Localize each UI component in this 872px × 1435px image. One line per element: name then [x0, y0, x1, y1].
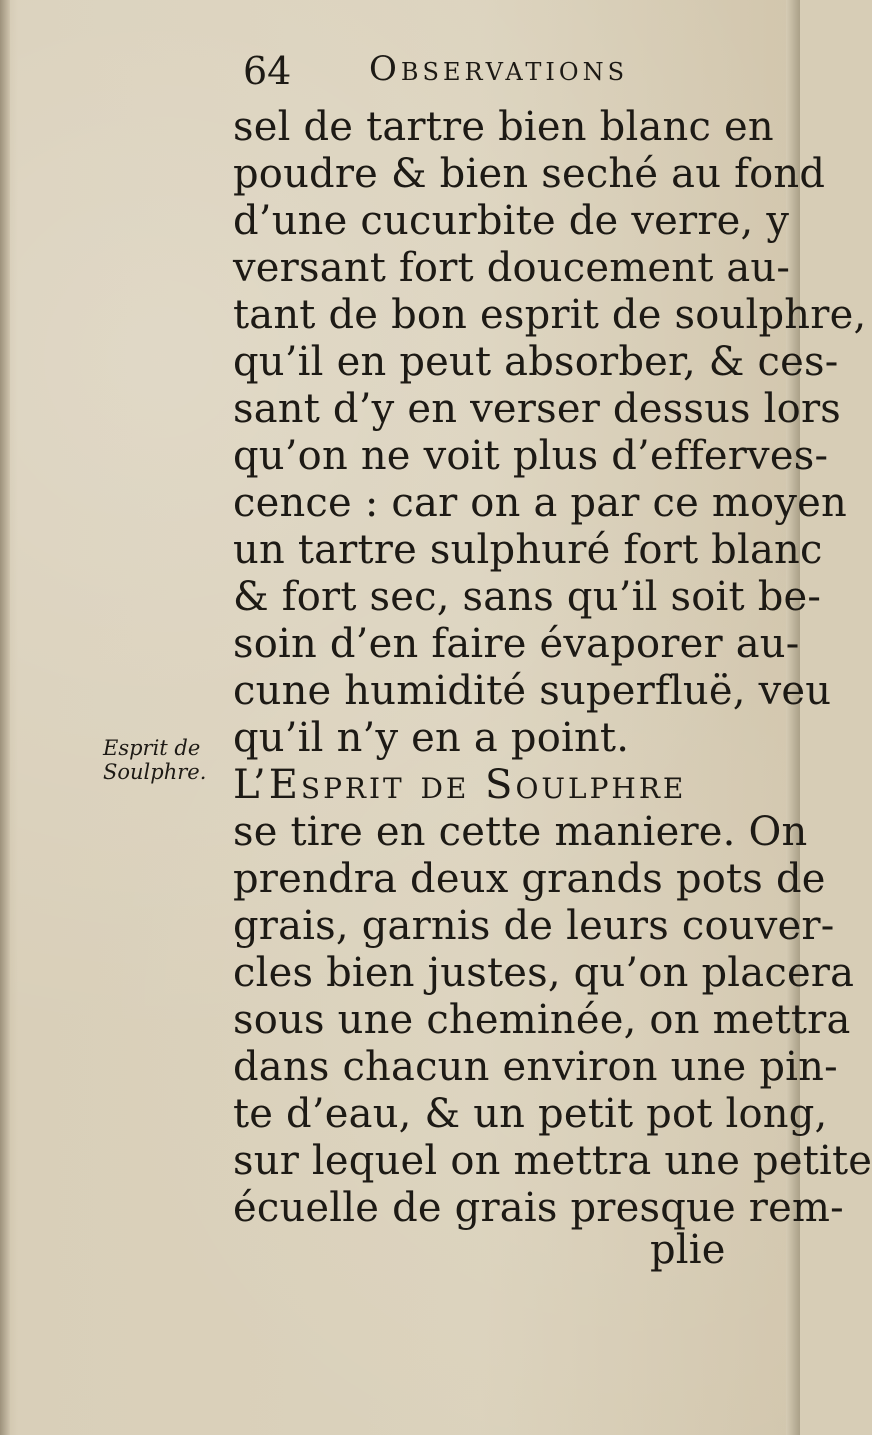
text-line: se tire en cette maniere. On	[233, 809, 808, 855]
text-line: cune humidité superfluë, veu	[233, 668, 832, 714]
text-line: écuelle de grais presque rem-	[233, 1185, 844, 1231]
text-line: un tartre sulphuré fort blanc	[233, 527, 823, 573]
text-line: d’une cucurbite de verre, y	[233, 198, 790, 244]
body-text	[233, 104, 872, 1232]
catchword	[650, 1227, 726, 1274]
page-left-edge	[0, 0, 10, 1435]
text-line: soin d’en faire évaporer au-	[233, 621, 800, 667]
page-number: 64	[243, 49, 292, 93]
catchword-text: plie	[650, 1227, 726, 1273]
text-line: cles bien justes, qu’on placera	[233, 950, 855, 996]
text-line: dans chacun environ une pin-	[233, 1044, 838, 1090]
text-line: qu’on ne voit plus d’efferves-	[233, 433, 829, 479]
marginal-note	[103, 736, 226, 784]
text-line: versant fort doucement au-	[233, 245, 791, 291]
text-line: cence : car on a par ce moyen	[233, 480, 847, 526]
running-title: Observations	[369, 49, 629, 89]
text-line: poudre & bien seché au fond	[233, 151, 826, 197]
text-line: qu’il en peut absorber, & ces-	[233, 339, 839, 385]
text-line: te d’eau, & un petit pot long,	[233, 1091, 828, 1137]
text-line: sous une cheminée, on mettra	[233, 997, 851, 1043]
text-line: qu’il n’y en a point.	[233, 715, 630, 761]
marginal-note-line-2: Soulphre.	[103, 760, 207, 784]
text-line: & fort sec, sans qu’il soit be-	[233, 574, 822, 620]
text-line: sur lequel on mettra une petite	[233, 1138, 872, 1184]
text-line: tant de bon esprit de soulphre,	[233, 292, 867, 338]
marginal-note-line-1: Esprit de	[103, 736, 201, 760]
page-header	[243, 49, 763, 108]
section-heading-line: L’Esprit de Soulphre	[233, 762, 687, 808]
text-line: prendra deux grands pots de	[233, 856, 826, 902]
text-line: sel de tartre bien blanc en	[233, 104, 774, 150]
text-line: sant d’y en verser dessus lors	[233, 386, 841, 432]
text-line: grais, garnis de leurs couver-	[233, 903, 835, 949]
